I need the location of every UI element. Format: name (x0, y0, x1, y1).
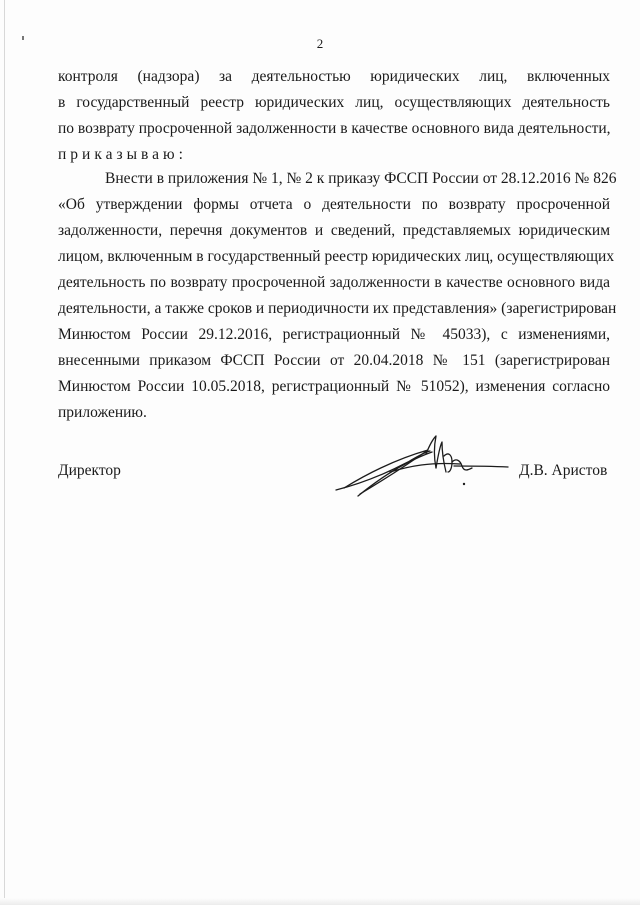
text-line: лицом, включенным в государственный реестр юридических лиц, осуществляющих (58, 248, 615, 265)
page-number: 2 (316, 36, 324, 51)
text-line: «Об утверждении формы отчета о деятельности по возврату просроченной (58, 196, 610, 213)
text-line: деятельность по возврату просроченной задолженности в качестве основного вида (58, 274, 610, 291)
text-line: задолженности, перечня документов и сведений, представляемых юридическим (58, 222, 610, 239)
text-line: в государственный реестр юридических лиц, осуществляющих деятельность (58, 94, 610, 111)
text-line: Минюстом России 10.05.2018, регистрационный № 51052), изменения согласно (58, 378, 610, 395)
text-line: приложению. (58, 404, 147, 421)
signatory-title: Директор (58, 462, 121, 479)
text-line: контроля (надзора) за деятельностью юридических лиц, включенных (58, 68, 610, 85)
scan-bottom-edge (0, 898, 640, 905)
text-line: деятельности, а также сроков и периодичности их представления» (зарегистрирован (58, 300, 617, 317)
paragraph-order-body (58, 166, 617, 426)
text-line: Внести в приложения № 1, № 2 к приказу ФССП России от 28.12.2016 № 826 (105, 170, 617, 187)
paragraph-preamble (58, 64, 610, 168)
text-line: внесенными приказом ФССП России от 20.04.2018 № 151 (зарегистрирован (58, 352, 610, 369)
text-line: Минюстом России 29.12.2016, регистрационный № 45033), с изменениями, (58, 326, 610, 343)
handwritten-signature (330, 432, 510, 502)
order-word: приказываю: (58, 146, 187, 163)
scan-edge-line (4, 0, 5, 905)
signatory-name: Д.В. Аристов (519, 462, 608, 479)
text-line: по возврату просроченной задолженности в качестве основного вида деятельности, (58, 120, 611, 137)
